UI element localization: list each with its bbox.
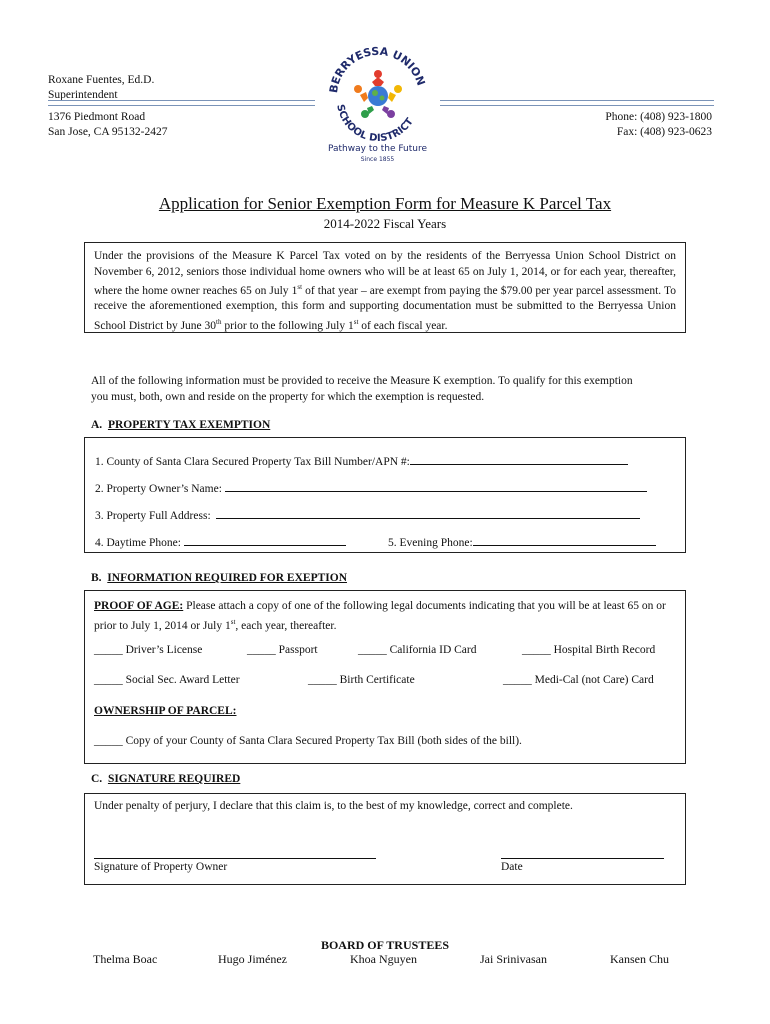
logo-seal-icon — [315, 34, 440, 146]
evening-phone-field[interactable] — [388, 534, 656, 549]
intro-box — [84, 242, 686, 333]
superintendent-name: Roxane Fuentes, Ed.D. — [48, 74, 155, 86]
doc-passport[interactable]: _____ Passport — [247, 644, 318, 656]
signature-label: Signature of Property Owner — [94, 861, 228, 873]
doc-medi-cal-card[interactable]: _____ Medi-Cal (not Care) Card — [503, 674, 654, 686]
trustee-name: Jai Srinivasan — [480, 952, 547, 966]
doc-birth-certificate[interactable]: _____ Birth Certificate — [308, 674, 415, 686]
trustee-name: Khoa Nguyen — [350, 952, 417, 966]
apn-field[interactable] — [95, 453, 628, 468]
owner-name-input[interactable] — [225, 480, 647, 492]
logo-tagline: Pathway to the Future — [327, 144, 428, 154]
svg-text:SCHOOL DISTRICT: SCHOOL DISTRICT — [334, 103, 416, 145]
section-c-heading: C. SIGNATURE REQUIRED — [91, 773, 241, 785]
address-label: 3. Property Full Address: — [95, 510, 211, 522]
proof-of-age-text: PROOF OF AGE: Please attach a copy of one of the following legal documents indicating that you will be at least 65 on or prior to July 1, 2014 or July 1st, each year, thereafter. — [94, 600, 666, 632]
superintendent-title: Superintendent — [48, 89, 118, 101]
daytime-phone-field[interactable] — [95, 534, 346, 549]
doc-drivers-license[interactable]: _____ Driver’s License — [94, 644, 203, 656]
trustee-name: Kansen Chu — [610, 952, 669, 966]
district-logo — [315, 34, 440, 169]
daytime-phone-label: 4. Daytime Phone: — [95, 537, 181, 549]
page-subtitle: 2014-2022 Fiscal Years — [323, 216, 447, 231]
section-a-heading: A. PROPERTY TAX EXEMPTION — [91, 419, 271, 431]
ownership-label: OWNERSHIP OF PARCEL: — [94, 705, 237, 717]
apn-label: 1. County of Santa Clara Secured Property Tax Bill Number/APN #: — [95, 456, 410, 468]
doc-california-id[interactable]: _____ California ID Card — [358, 644, 477, 656]
doc-social-sec-award[interactable]: _____ Social Sec. Award Letter — [94, 674, 240, 686]
date-input[interactable] — [501, 846, 664, 859]
doc-hospital-birth-record[interactable]: _____ Hospital Birth Record — [522, 644, 656, 656]
owner-name-field[interactable] — [95, 480, 647, 495]
section-b-heading: B. INFORMATION REQUIRED FOR EXEPTION — [91, 572, 347, 584]
fax-number: Fax: (408) 923-0623 — [616, 126, 712, 138]
signature-input[interactable] — [94, 846, 376, 859]
address-field[interactable] — [95, 507, 640, 522]
logo-since: Since 1855 — [360, 156, 395, 163]
address-line-2: San Jose, CA 95132-2427 — [48, 126, 168, 138]
address-input[interactable] — [216, 507, 640, 519]
intro-paragraph: Under the provisions of the Measure K Parcel Tax voted on by the residents of the Berryessa Union School District on November 6, 2012, seniors those individual home owners who will be at least 65 on July 1, 2014, or for each year, thereafter, where the home owner reaches 65 on July 1st of that year – are exempt from paying the $79.00 per year parcel assessment. To receive the aforementioned exemption, this form and supporting documentation must be submitted to the Berryessa Union School District by June 30th prior to the following July 1st of each fiscal year. — [94, 250, 676, 332]
address-line-1: 1376 Piedmont Road — [48, 111, 146, 123]
evening-phone-input[interactable] — [473, 534, 656, 546]
board-title: BOARD OF TRUSTEES — [320, 938, 450, 952]
page-title: Application for Senior Exemption Form for Measure K Parcel Tax — [158, 194, 612, 213]
svg-text:BERRYESSA UNION: BERRYESSA UNION — [327, 44, 428, 94]
requirements-text: All of the following information must be provided to receive the Measure K exemption. To qualify for this exemption you must, both, own and reside on the property for which the exemption is requested. — [91, 375, 633, 403]
evening-phone-label: 5. Evening Phone: — [388, 537, 473, 549]
ownership-tax-bill-copy[interactable]: _____ Copy of your County of Santa Clara Secured Property Tax Bill (both sides of the bill). — [94, 735, 522, 747]
declaration-text: Under penalty of perjury, I declare that this claim is, to the best of my knowledge, correct and complete. — [94, 800, 573, 812]
owner-name-label: 2. Property Owner’s Name: — [95, 483, 222, 495]
phone-number: Phone: (408) 923-1800 — [605, 111, 712, 123]
daytime-phone-input[interactable] — [184, 534, 346, 546]
trustee-name: Thelma Boac — [93, 952, 158, 966]
date-label: Date — [501, 861, 523, 873]
apn-input[interactable] — [410, 453, 628, 465]
proof-of-age-label: PROOF OF AGE: — [94, 600, 184, 612]
trustee-name: Hugo Jiménez — [218, 952, 287, 966]
